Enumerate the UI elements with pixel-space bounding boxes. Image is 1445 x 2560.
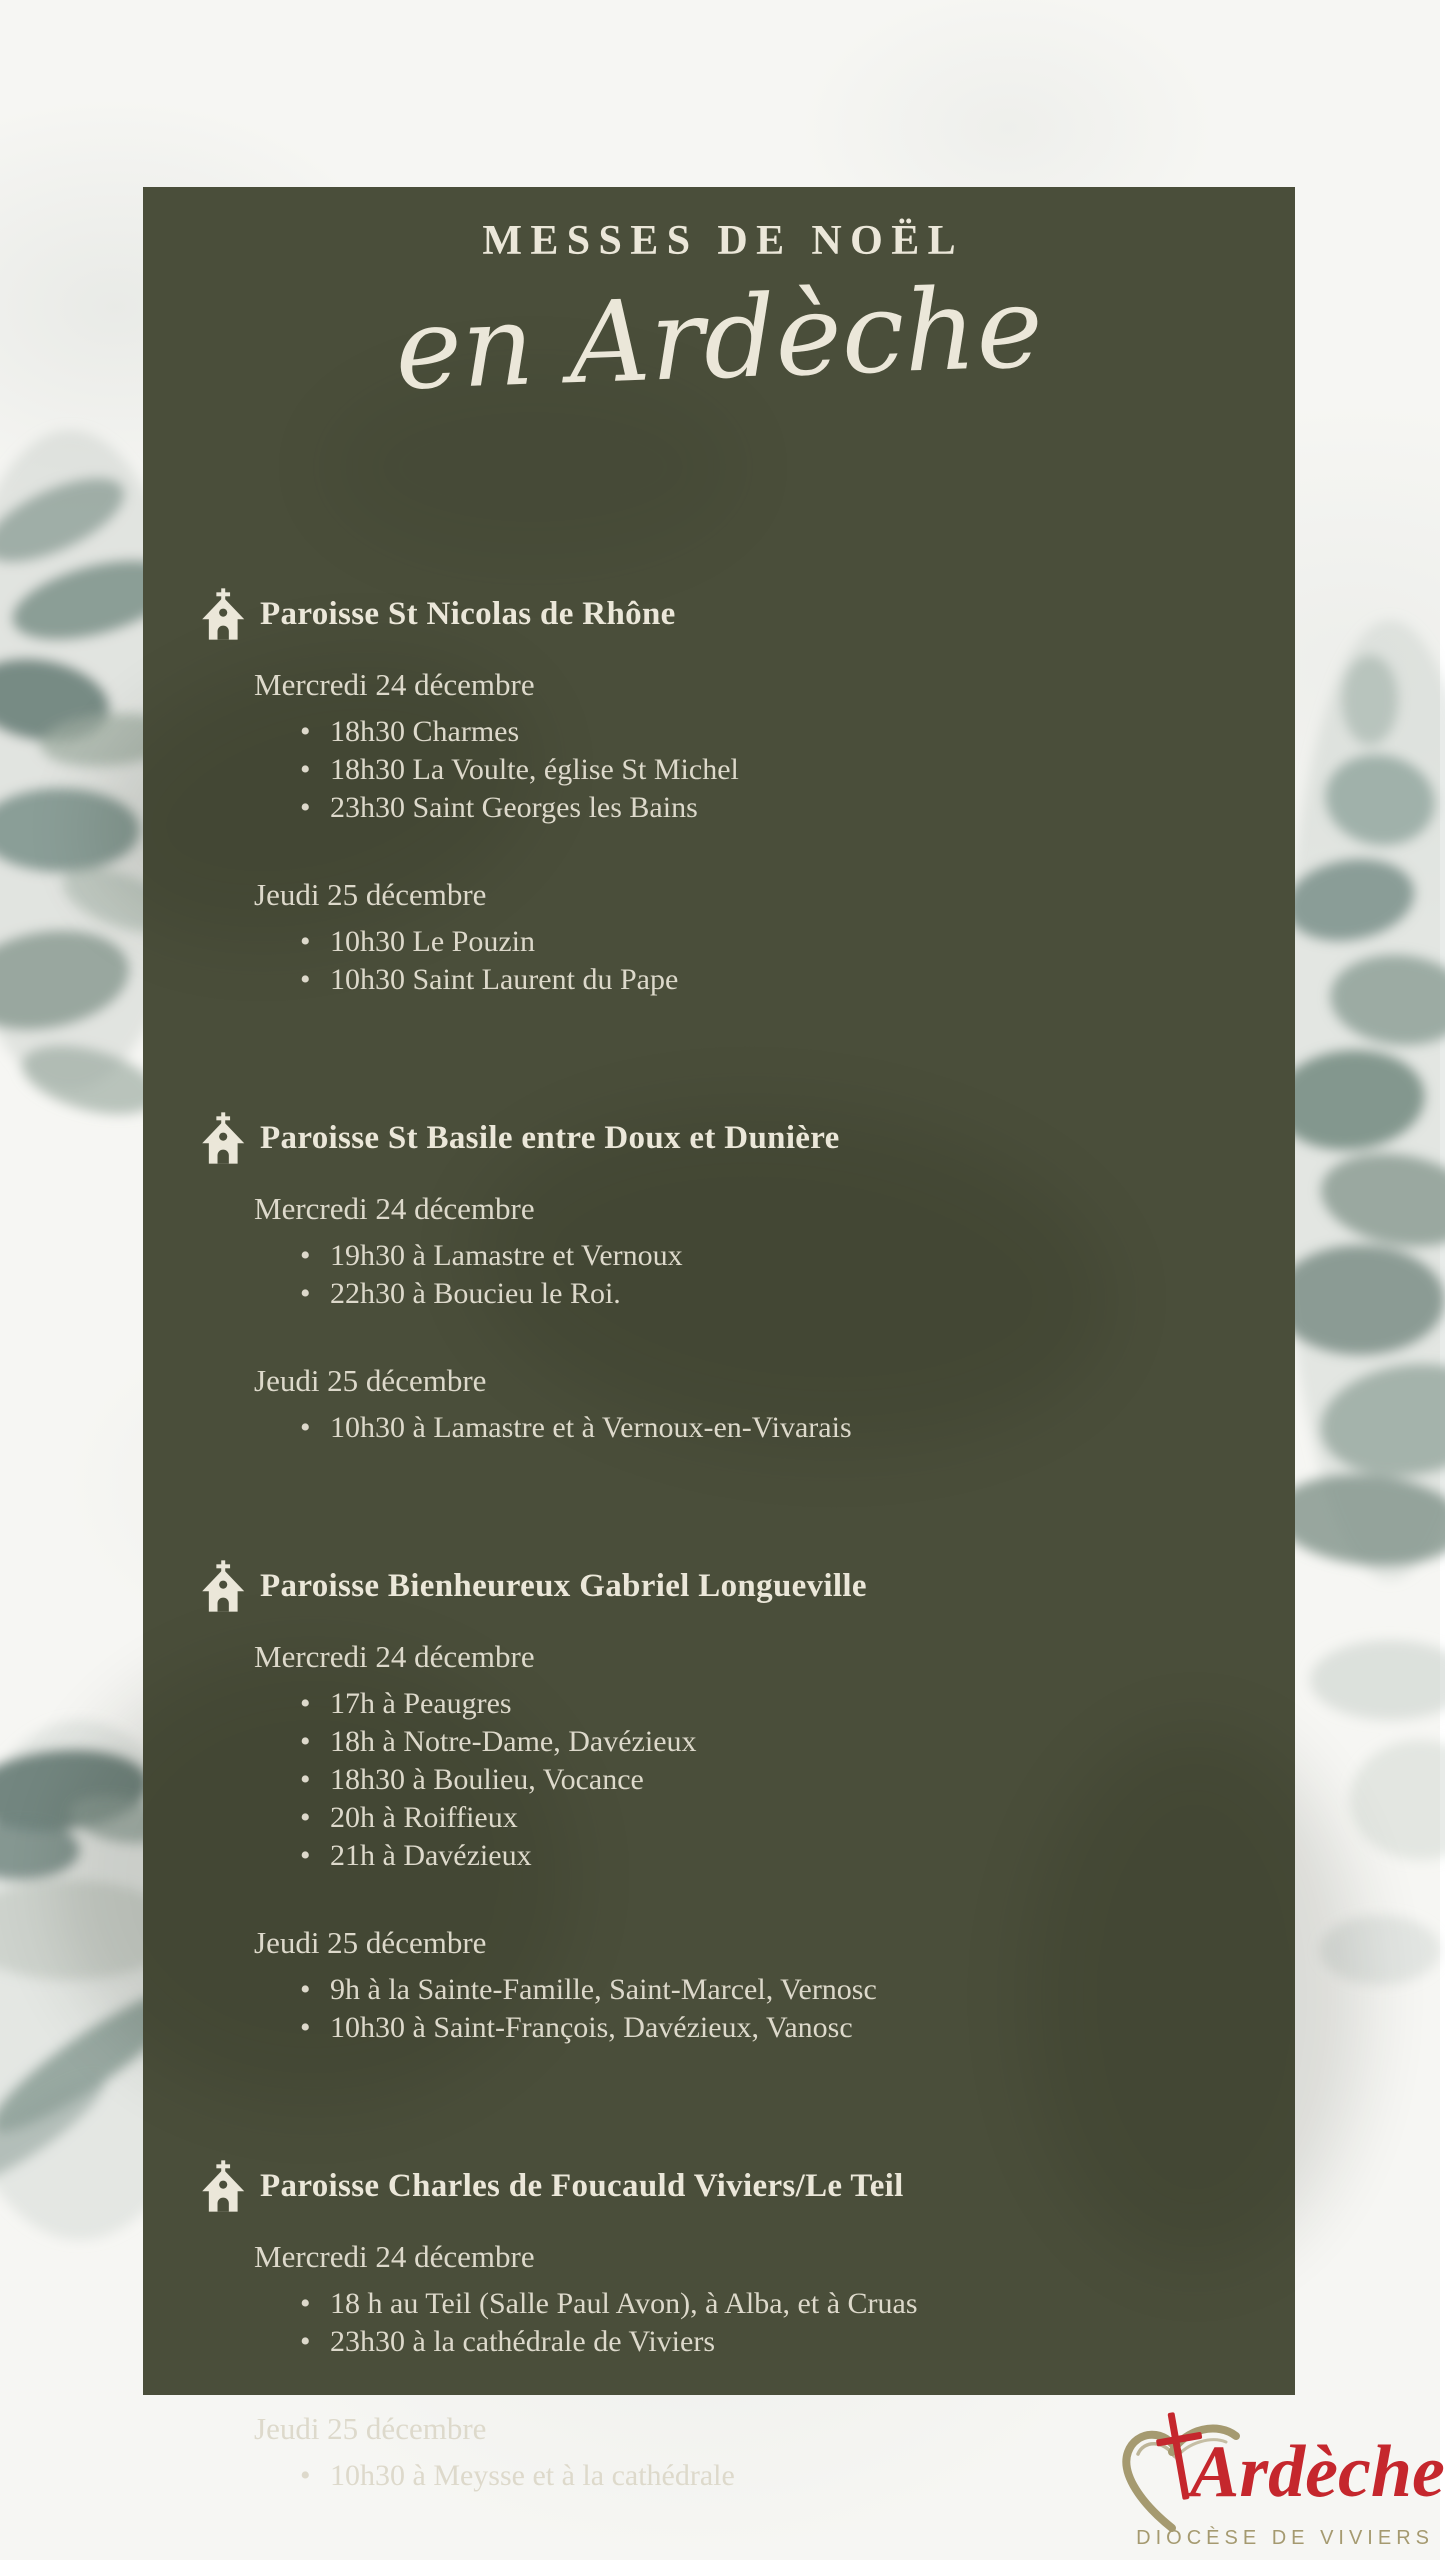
- mass-time-item: • 20h à Roiffieux: [300, 1799, 1255, 1837]
- paroisse-section: [200, 587, 1255, 999]
- mass-time-item: • 18h30 Charmes: [300, 713, 1255, 751]
- day-block: [254, 1925, 1255, 2047]
- watercolor-trees-right: [1271, 620, 1445, 1985]
- day-list: [200, 667, 1255, 999]
- paroisse-section: [200, 1111, 1255, 1447]
- mass-list: [254, 1971, 1255, 2047]
- paroisse-heading-row: [200, 587, 1255, 641]
- paroisse-name: Paroisse Bienheureux Gabriel Longueville: [260, 1567, 867, 1604]
- mass-time-item: • 10h30 à Meysse et à la cathédrale: [300, 2457, 1255, 2495]
- mass-time-item: • 10h30 à Lamastre et à Vernoux-en-Vivarais: [300, 1409, 1255, 1447]
- mass-list: [254, 1685, 1255, 1875]
- poster-title: MESSES DE NOËL: [482, 218, 965, 264]
- mass-time-item: • 10h30 Le Pouzin: [300, 923, 1255, 961]
- mass-time-item: • 18h30 La Voulte, église St Michel: [300, 751, 1255, 789]
- logo-tagline: DIOCÈSE DE VIVIERS: [1136, 2527, 1434, 2549]
- paroisse-name: Paroisse St Nicolas de Rhône: [260, 595, 676, 632]
- mass-time-item: • 18 h au Teil (Salle Paul Avon), à Alba, et à Cruas: [300, 2285, 1255, 2323]
- day-label: Jeudi 25 décembre: [254, 1363, 487, 1398]
- paroisse-section: [200, 1559, 1255, 2047]
- church-icon: [200, 1111, 246, 1165]
- paroisse-name: Paroisse Charles de Foucauld Viviers/Le Teil: [260, 2167, 904, 2204]
- mass-time-item: • 19h30 à Lamastre et Vernoux: [300, 1237, 1255, 1275]
- day-block: [254, 2239, 1255, 2361]
- sections: [143, 587, 1295, 2495]
- poster-subtitle: en Ardèche: [393, 262, 1045, 416]
- day-block: [254, 1191, 1255, 1313]
- church-icon: [200, 1559, 246, 1613]
- mass-list: [254, 1237, 1255, 1313]
- day-block: [254, 877, 1255, 999]
- day-list: [200, 1639, 1255, 2047]
- title-block: [143, 187, 1295, 587]
- day-label: Mercredi 24 décembre: [254, 1191, 535, 1226]
- mass-time-item: • 10h30 à Saint-François, Davézieux, Vanosc: [300, 2009, 1255, 2047]
- mass-list: [254, 1409, 1255, 1447]
- day-label: Jeudi 25 décembre: [254, 1925, 487, 1960]
- mass-time-item: • 21h à Davézieux: [300, 1837, 1255, 1875]
- mass-time-item: • 23h30 Saint Georges les Bains: [300, 789, 1255, 827]
- mass-list: [254, 923, 1255, 999]
- church-icon: [200, 587, 246, 641]
- day-label: Mercredi 24 décembre: [254, 667, 535, 702]
- day-label: Jeudi 25 décembre: [254, 2411, 487, 2446]
- day-label: Mercredi 24 décembre: [254, 1639, 535, 1674]
- mass-time-item: • 22h30 à Boucieu le Roi.: [300, 1275, 1255, 1313]
- day-block: [254, 1363, 1255, 1447]
- day-label: Jeudi 25 décembre: [254, 877, 487, 912]
- church-icon: [200, 2159, 246, 2213]
- mass-list: [254, 2285, 1255, 2361]
- mass-time-item: • 18h30 à Boulieu, Vocance: [300, 1761, 1255, 1799]
- poster-panel: [143, 187, 1295, 2492]
- paroisse-heading-row: [200, 1111, 1255, 1165]
- paroisse-heading-row: [200, 2159, 1255, 2213]
- mass-time-item: • 9h à la Sainte-Famille, Saint-Marcel, Vernosc: [300, 1971, 1255, 2009]
- paroisse-section: [200, 2159, 1255, 2495]
- diocese-logo: [1102, 2408, 1445, 2554]
- day-block: [254, 1639, 1255, 1875]
- mass-time-item: • 17h à Peaugres: [300, 1685, 1255, 1723]
- mass-list: [254, 713, 1255, 827]
- day-list: [200, 2239, 1255, 2495]
- logo-name: Ardèche: [1190, 2431, 1445, 2513]
- mass-time-item: • 18h à Notre-Dame, Davézieux: [300, 1723, 1255, 1761]
- day-block: [254, 667, 1255, 827]
- day-label: Mercredi 24 décembre: [254, 2239, 535, 2274]
- day-list: [200, 1191, 1255, 1447]
- mass-time-item: • 10h30 Saint Laurent du Pape: [300, 961, 1255, 999]
- paroisse-heading-row: [200, 1559, 1255, 1613]
- paroisse-name: Paroisse St Basile entre Doux et Dunière: [260, 1119, 840, 1156]
- mass-time-item: • 23h30 à la cathédrale de Viviers: [300, 2323, 1255, 2361]
